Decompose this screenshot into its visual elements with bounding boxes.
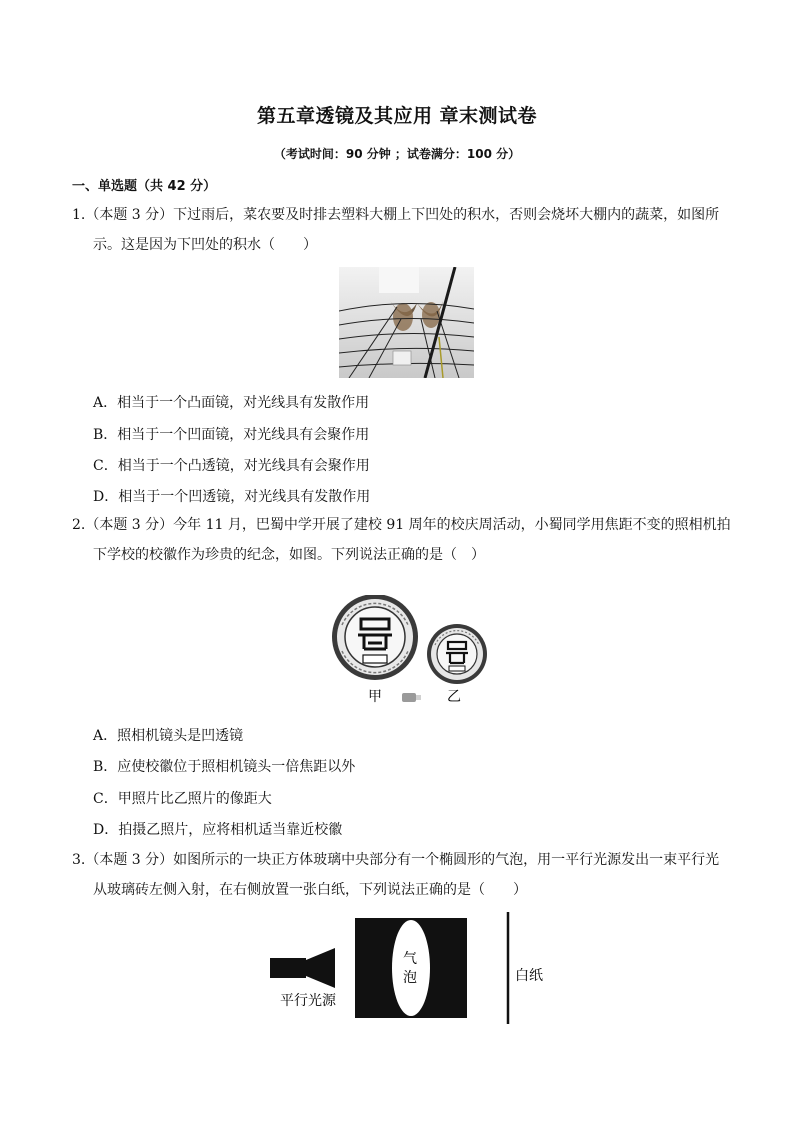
badge-photo-yi xyxy=(427,624,487,684)
q2-option-c: C．甲照片比乙照片的像距大 xyxy=(93,791,272,807)
question-1-text-line1: 1.（本题 3 分）下过雨后，菜农要及时排去塑料大棚上下凹处的积水，否则会烧坏大棚内的蔬菜，如图所 xyxy=(72,207,720,223)
question-3-text-line1: 3.（本题 3 分）如图所示的一块正方体玻璃中央部分有一个椭圆形的气泡，用一平行光源发出一束平行光 xyxy=(72,852,720,868)
badge-photo-jia xyxy=(332,595,418,680)
label-jia: 甲 xyxy=(368,689,382,705)
label-yi: 乙 xyxy=(447,689,461,705)
label-light-source: 平行光源 xyxy=(280,993,336,1009)
air-bubble xyxy=(392,920,430,1016)
school-badge-figure xyxy=(328,595,493,710)
q2-option-a: A．照相机镜头是凹透镜 xyxy=(93,728,244,744)
greenhouse-photo xyxy=(339,267,474,378)
section-heading: 一、单选题（共 42 分） xyxy=(72,179,217,194)
parallel-light-source-icon xyxy=(270,948,335,988)
page-title: 第五章透镜及其应用 章末测试卷 xyxy=(256,105,538,127)
question-1-text-line2: 示。这是因为下凹处的积水（ ） xyxy=(93,237,317,253)
question-2-text-line1: 2.（本题 3 分）今年 11 月，巴蜀中学开展了建校 91 周年的校庆周活动，小蜀同学用焦距不变的照相机拍 xyxy=(72,517,731,533)
q1-option-a: A．相当于一个凸面镜，对光线具有发散作用 xyxy=(93,395,370,411)
label-bubble-1: 气 xyxy=(403,951,417,967)
q1-option-c: C．相当于一个凸透镜，对光线具有会聚作用 xyxy=(93,458,370,474)
question-2-text-line2: 下学校的校徽作为珍贵的纪念，如图。下列说法正确的是（ ） xyxy=(93,547,485,563)
camera-icon xyxy=(402,693,416,702)
exam-info: （考试时间：90 分钟 ；试卷满分：100 分） xyxy=(273,147,521,161)
label-bubble-2: 泡 xyxy=(403,970,417,986)
q2-option-b: B．应使校徽位于照相机镜头一倍焦距以外 xyxy=(93,759,356,775)
question-3-text-line2: 从玻璃砖左侧入射，在右侧放置一张白纸，下列说法正确的是（ ） xyxy=(93,882,527,898)
q2-option-d: D．拍摄乙照片，应将相机适当靠近校徽 xyxy=(93,822,343,838)
label-white-paper: 白纸 xyxy=(515,968,543,984)
q1-option-d: D．相当于一个凹透镜，对光线具有发散作用 xyxy=(93,489,371,505)
glass-bubble-diagram xyxy=(265,908,555,1028)
q1-option-b: B．相当于一个凹面镜，对光线具有会聚作用 xyxy=(93,427,370,443)
